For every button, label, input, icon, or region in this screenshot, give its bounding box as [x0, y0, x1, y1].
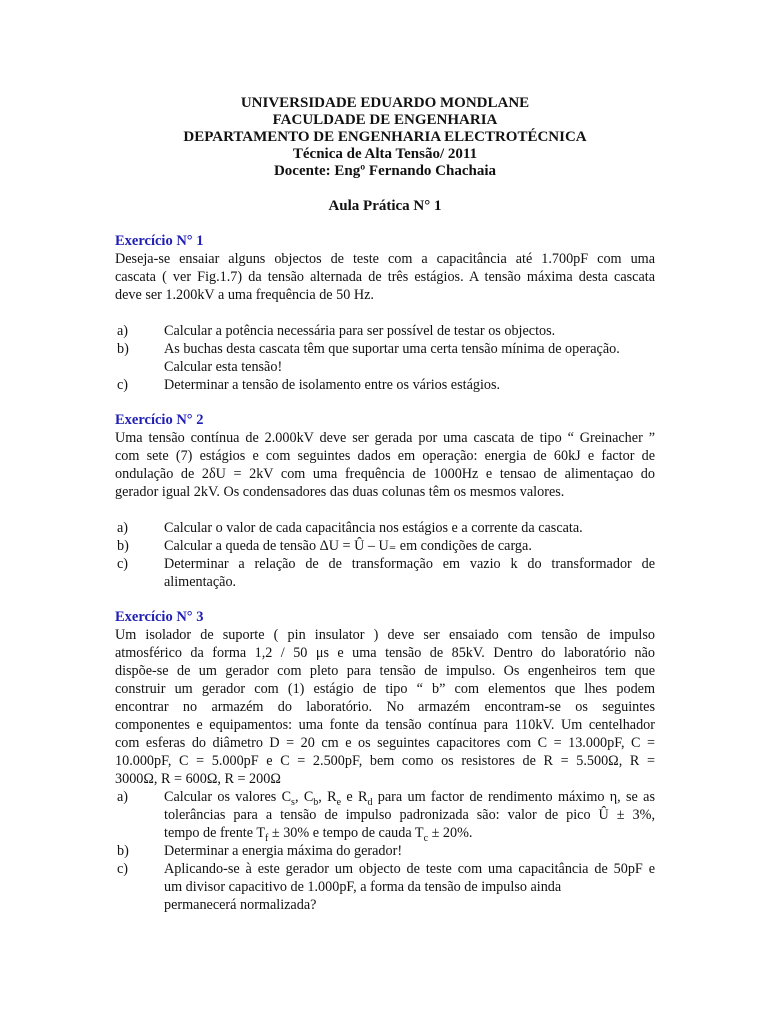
exercise-3-text — [115, 626, 655, 788]
list-item — [115, 555, 655, 591]
item-text: Calcular o valor de cada capacitância nos estágios e a corrente da cascata. — [164, 520, 583, 536]
item-text: permanecerá normalizada? — [164, 897, 317, 913]
item-text: Calcular os valores $C_s$, $C_b$, $R_e$ e $R_d$ para um factor de rendimento máximo η, se as — [164, 789, 655, 808]
item-text: Determinar a tensão de isolamento entre os vários estágios. — [164, 377, 501, 393]
exercise-1-questions — [115, 322, 655, 394]
list-item — [115, 842, 655, 860]
item-label: b) — [117, 341, 129, 357]
text-line: 3000Ω, R = 600Ω, R = 200Ω — [115, 771, 281, 787]
text-line: dispõe-se de um gerador com pleto para tensão de impulso. Os engenheiros tem que — [115, 663, 655, 679]
text-line: cascata ( ver Fig.1.7) da tensão alternada de três estágios. A tensão máxima desta cascata — [115, 269, 655, 285]
text-line: encontrar no armazém do laboratório. No armazém encontram-se os seguintes — [115, 699, 655, 715]
item-label: a) — [117, 323, 129, 339]
item-label: a) — [117, 520, 129, 536]
text-line: Um isolador de suporte ( pin insulator ) deve ser ensaiado com tensão de impulso — [115, 627, 655, 643]
item-text: Determinar a relação de de transformação em vazio k do transformador de — [164, 556, 655, 572]
list-item — [115, 537, 655, 555]
item-label: c) — [117, 861, 129, 877]
text-line: Deseja-se ensaiar alguns objectos de teste com a capacitância até 1.700pF com uma — [115, 251, 655, 267]
exercise-1-title: Exercício N° 1 — [115, 233, 204, 249]
text-line: com sete (7) estágios e com seguintes dados em operação: energia de 60kJ e factor de — [115, 448, 655, 464]
item-label: b) — [117, 538, 129, 554]
text-line: Uma tensão contínua de 2.000kV deve ser gerada por uma cascata de tipo “ Greinacher ” — [115, 430, 655, 446]
exercise-2-questions — [115, 519, 655, 591]
list-item — [115, 519, 655, 537]
list-item — [115, 860, 655, 914]
list-item — [115, 788, 655, 842]
item-label: c) — [117, 377, 129, 393]
lecturer-name: Docente: Engº Fernando Chachaia — [273, 163, 497, 179]
item-text: As buchas desta cascata têm que suportar uma certa tensão mínima de operação. — [164, 341, 620, 357]
item-text: um divisor capacitivo de 1.000pF, a forma da tensão de impulso ainda — [164, 879, 562, 895]
text-line: construir um gerador com (1) estágio de tipo “ b” com elementos que lhes podem — [115, 681, 655, 697]
exercise-2-title: Exercício N° 2 — [115, 412, 204, 428]
text-line: gerador igual 2kV. Os condensadores das duas colunas têm os mesmos valores. — [115, 484, 565, 500]
exercise-1-text — [115, 250, 655, 304]
item-label: a) — [117, 789, 129, 805]
class-title: Aula Prática N° 1 — [328, 198, 442, 214]
text-line: deve ser 1.200kV a uma frequência de 50 Hz. — [115, 287, 374, 303]
document-header — [115, 95, 655, 180]
exercise-3-questions — [115, 788, 655, 914]
exercise-3-title: Exercício N° 3 — [115, 609, 204, 625]
item-text: Calcular esta tensão! — [164, 359, 283, 375]
list-item — [115, 376, 655, 394]
item-label: c) — [117, 556, 129, 572]
department-name: DEPARTAMENTO DE ENGENHARIA ELECTROTÉCNICA — [183, 129, 587, 145]
item-text: Calcular a queda de tensão ΔU = Û – U₌ em condições de carga. — [164, 538, 532, 554]
text-line: componentes e equipamentos: uma fonte da tensão contínua para 110kV. Um centelhador — [115, 717, 655, 733]
item-label: b) — [117, 843, 129, 859]
text-line: 10.000pF, C = 5.000pF e C = 2.500pF, bem como os resistores de R = 5.500Ω, R = — [115, 753, 655, 769]
text-line: atmosférico da forma 1,2 / 50 μs e uma tensão de 85kV. Dentro do laboratório não — [115, 645, 655, 661]
course-title: Técnica de Alta Tensão/ 2011 — [292, 146, 478, 162]
university-name: UNIVERSIDADE EDUARDO MONDLANE — [240, 95, 530, 111]
item-text: tolerâncias para a tensão de impulso padronizada são: valor de pico Û ± 3%, — [164, 807, 655, 823]
document-page — [115, 95, 655, 914]
text-line: com esferas do diâmetro D = 20 cm e os seguintes capacitores com C = 13.000pF, C = — [115, 735, 655, 751]
exercise-2-text — [115, 429, 655, 501]
list-item — [115, 340, 655, 376]
item-text: Calcular a potência necessária para ser possível de testar os objectos. — [164, 323, 556, 339]
faculty-name: FACULDADE DE ENGENHARIA — [272, 112, 498, 128]
item-text: Aplicando-se à este gerador um objecto de teste com uma capacitância de 50pF e — [164, 861, 655, 877]
item-text: Determinar a energia máxima do gerador! — [164, 843, 403, 859]
text-line: ondulação de 2δU = 2kV com uma frequência de 1000Hz e tensao de alimentaçao do — [115, 466, 655, 482]
item-text: tempo de frente $T_f \pm 30\%$ e tempo de cauda $T_c \pm 20\%$. — [164, 825, 473, 844]
item-text: alimentação. — [164, 574, 237, 590]
list-item — [115, 322, 655, 340]
